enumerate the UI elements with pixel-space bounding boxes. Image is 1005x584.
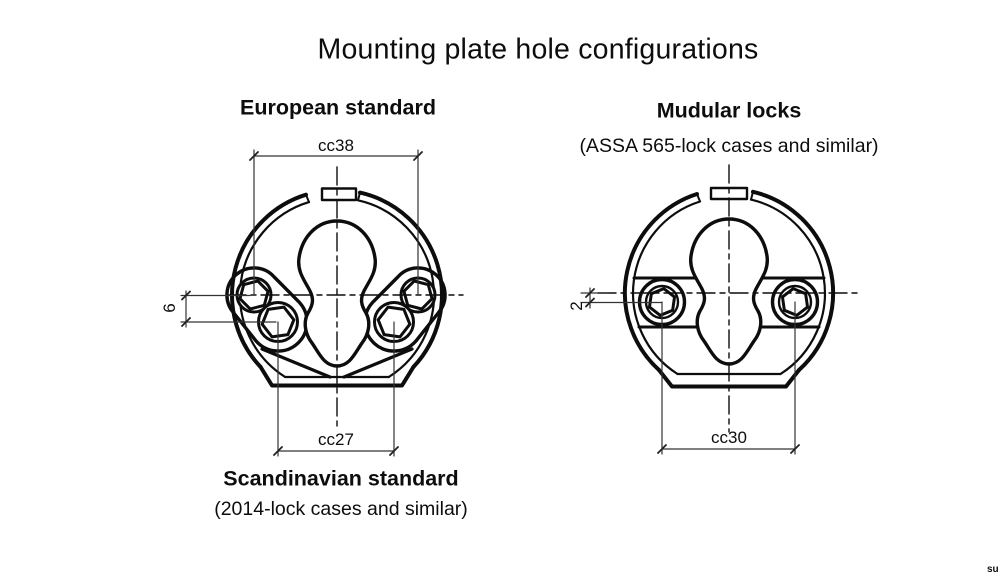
scandinavian-standard-heading: Scandinavian standard: [223, 466, 459, 491]
dimension-cc38-label: cc38: [318, 136, 354, 156]
dimension-cc27-label: cc27: [318, 430, 354, 450]
dimension-cc30-label: cc30: [711, 428, 747, 448]
dimension-6-label: 6: [160, 303, 180, 313]
dimension-2-label: 2: [567, 301, 587, 311]
page-title: Mounting plate hole configurations: [317, 33, 759, 66]
modular-locks-heading: Mudular locks: [656, 98, 802, 123]
corner-partial-text: su: [987, 564, 999, 575]
mounting-tab: [322, 189, 356, 201]
modular-plate-drawing: [581, 165, 860, 454]
modular-locks-subheading: (ASSA 565-lock cases and similar): [579, 134, 879, 157]
european-standard-heading: European standard: [240, 95, 436, 120]
european-plate-drawing: [181, 150, 463, 456]
scandinavian-standard-subheading: (2014-lock cases and similar): [214, 497, 468, 520]
modular-dimension-lines: [581, 288, 795, 454]
modular-dimension-ticks: [586, 289, 799, 453]
